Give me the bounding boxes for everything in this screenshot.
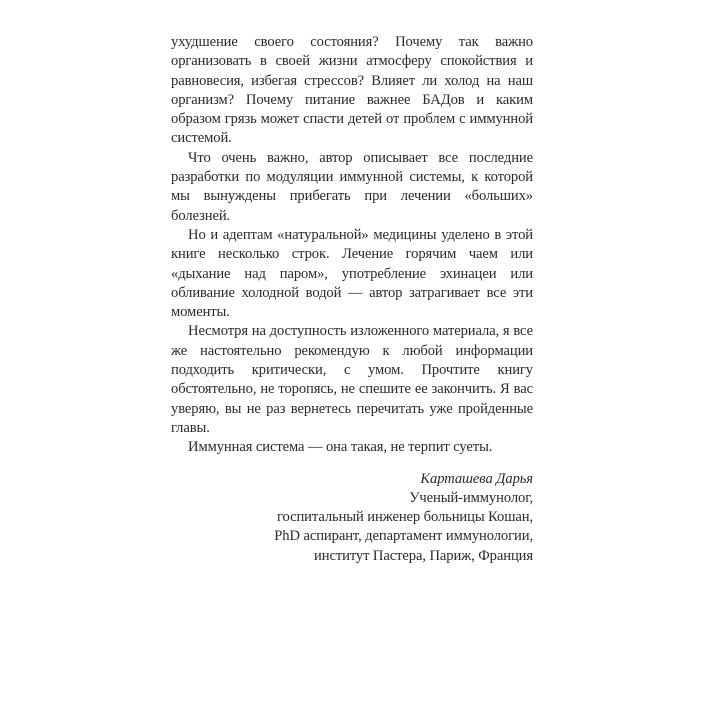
paragraph-1: ухудшение своего состояния? Почему так важно организовать в своей жизни атмосферу спокойствия и равновесия, избегая стрессов? Влияет ли холод на наш организм? Почему питание важнее БАДов и каким образом грязь может спасти детей от проблем с иммунной системой.	[171, 34, 533, 147]
paragraph-5: Иммунная система — она такая, не терпит суеты.	[188, 439, 493, 456]
signature-title-line: PhD аспирант, департамент иммунологии,	[274, 528, 533, 545]
paragraph-2: Что очень важно, автор описывает все последние разработки по модуляции иммунной системы, к которой мы вынуждены прибегать при лечении «больших» болезней.	[171, 149, 533, 224]
paragraph-4: Несмотря на доступность изложенного материала, я все же настоятельно рекомендую к любой информации подходить критически, с умом. Прочтите книгу обстоятельно, не торопясь, не спешите ее закончить. Я вас уверяю, вы не раз вернетесь перечитать уже пройденные главы.	[171, 323, 533, 436]
signature-title-line: госпитальный инженер больницы Кошан,	[276, 509, 533, 526]
signature-title-line: Ученый-иммунолог,	[409, 489, 533, 506]
book-page	[171, 33, 533, 566]
signature-title-line: институт Пастера, Париж, Франция	[314, 547, 533, 564]
signature-name: Карташева Дарья	[420, 470, 533, 487]
signature-block	[171, 470, 533, 566]
paragraph-3: Но и адептам «натуральной» медицины уделено в этой книге несколько строк. Лечение горячим чаем или «дыхание над паром», употребление эхинацеи или обливание холодной водой — автор затрагивает все эти моменты.	[171, 226, 533, 321]
